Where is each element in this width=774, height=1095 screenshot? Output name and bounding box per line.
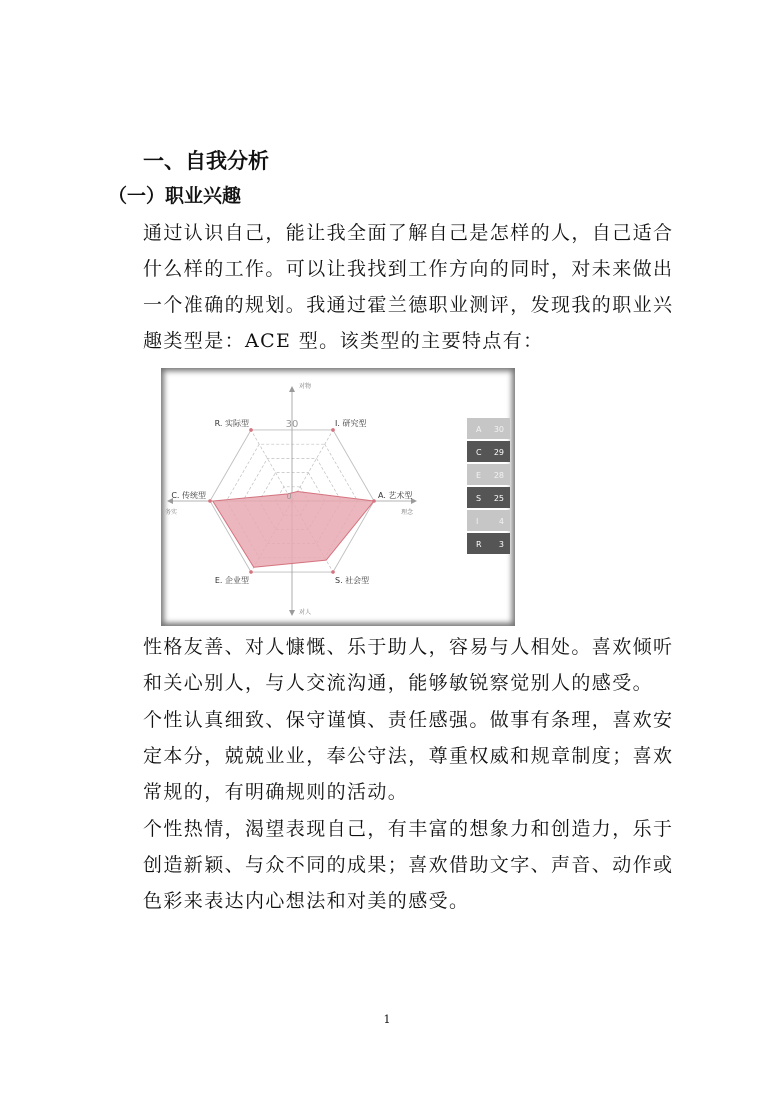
axis-category-label: I. 研究型	[335, 418, 367, 428]
bottom-arrow-icon	[289, 610, 295, 616]
grid-spoke	[292, 430, 333, 501]
legend-code: E	[476, 471, 482, 480]
score-legend	[467, 418, 510, 554]
text-line: 个性热情，渴望表现自己，有丰富的想象力和创造力，乐于	[143, 818, 674, 840]
text-line: 一个准确的规划。我通过霍兰德职业测评，发现我的职业兴	[143, 294, 674, 316]
axis-category-label: C. 传统型	[171, 491, 206, 500]
legend-code: C	[476, 448, 482, 457]
text-line: 个性认真细致、保守谨慎、责任感强。做事有条理，喜欢安	[143, 709, 674, 731]
legend-value: 29	[493, 448, 504, 457]
legend-code: A	[476, 425, 482, 434]
vertex-dot	[249, 570, 253, 574]
text-line: 趣类型是：ACE 型。该类型的主要特点有：	[143, 330, 544, 352]
max-scale-label: 30	[285, 419, 299, 430]
trait-paragraph-social	[143, 629, 683, 701]
direction-label-top: 对物	[299, 383, 312, 390]
axis-category-label: R. 实际型	[214, 418, 249, 428]
legend-value: 30	[493, 425, 504, 434]
trait-paragraph-artistic	[143, 811, 683, 919]
axis-category-label: S. 社会型	[335, 576, 370, 586]
text-line: 定本分，兢兢业业，奉公守法，尊重权威和规章制度；喜欢	[143, 745, 674, 767]
grid-spoke	[251, 430, 292, 501]
legend-value: 3	[498, 540, 504, 549]
radar-svg	[161, 368, 515, 626]
top-arrow-icon	[289, 386, 295, 392]
text-line: 色彩来表达内心想法和对美的感受。	[143, 890, 470, 912]
axis-category-label: E. 企业型	[214, 576, 249, 586]
text-line: 性格友善、对人慷慨、乐于助人，容易与人相处。喜欢倾听	[143, 636, 674, 658]
legend-code: R	[476, 540, 482, 549]
direction-label-right: 理念	[401, 509, 414, 516]
vertex-dot	[331, 428, 335, 432]
text-line: 通过认识自己，能让我全面了解自己是怎样的人，自己适合	[143, 222, 674, 244]
legend-code: I	[476, 517, 479, 526]
radar-data-area	[213, 492, 374, 568]
text-line: 创造新颖、与众不同的成果；喜欢借助文字、声音、动作或	[143, 854, 674, 876]
direction-label-bottom: 对人	[299, 609, 312, 616]
axis-category-label: A. 艺术型	[378, 491, 413, 500]
text-line: 什么样的工作。可以让我找到工作方向的同时，对未来做出	[143, 258, 674, 280]
legend-code: S	[476, 494, 482, 503]
text-line: 常规的，有明确规则的活动。	[143, 781, 409, 803]
holland-radar-chart	[161, 368, 515, 626]
legend-value: 28	[493, 471, 504, 480]
direction-label-left: 务实	[165, 509, 178, 516]
trait-paragraph-conventional	[143, 702, 683, 810]
vertex-dot	[331, 570, 335, 574]
text-line: 和关心别人，与人交流沟通，能够敏锐察觉别人的感受。	[143, 672, 654, 694]
intro-paragraph	[143, 215, 683, 359]
vertex-dot	[372, 499, 376, 503]
subsection-heading: （一）职业兴趣	[108, 185, 242, 207]
page-number: 1	[383, 1013, 391, 1026]
vertex-dot	[249, 428, 253, 432]
section-heading: 一、自我分析	[143, 149, 269, 173]
legend-value: 4	[498, 517, 504, 526]
vertex-dot	[208, 499, 212, 503]
legend-value: 25	[493, 494, 504, 503]
zero-scale-label: 0	[286, 492, 292, 501]
